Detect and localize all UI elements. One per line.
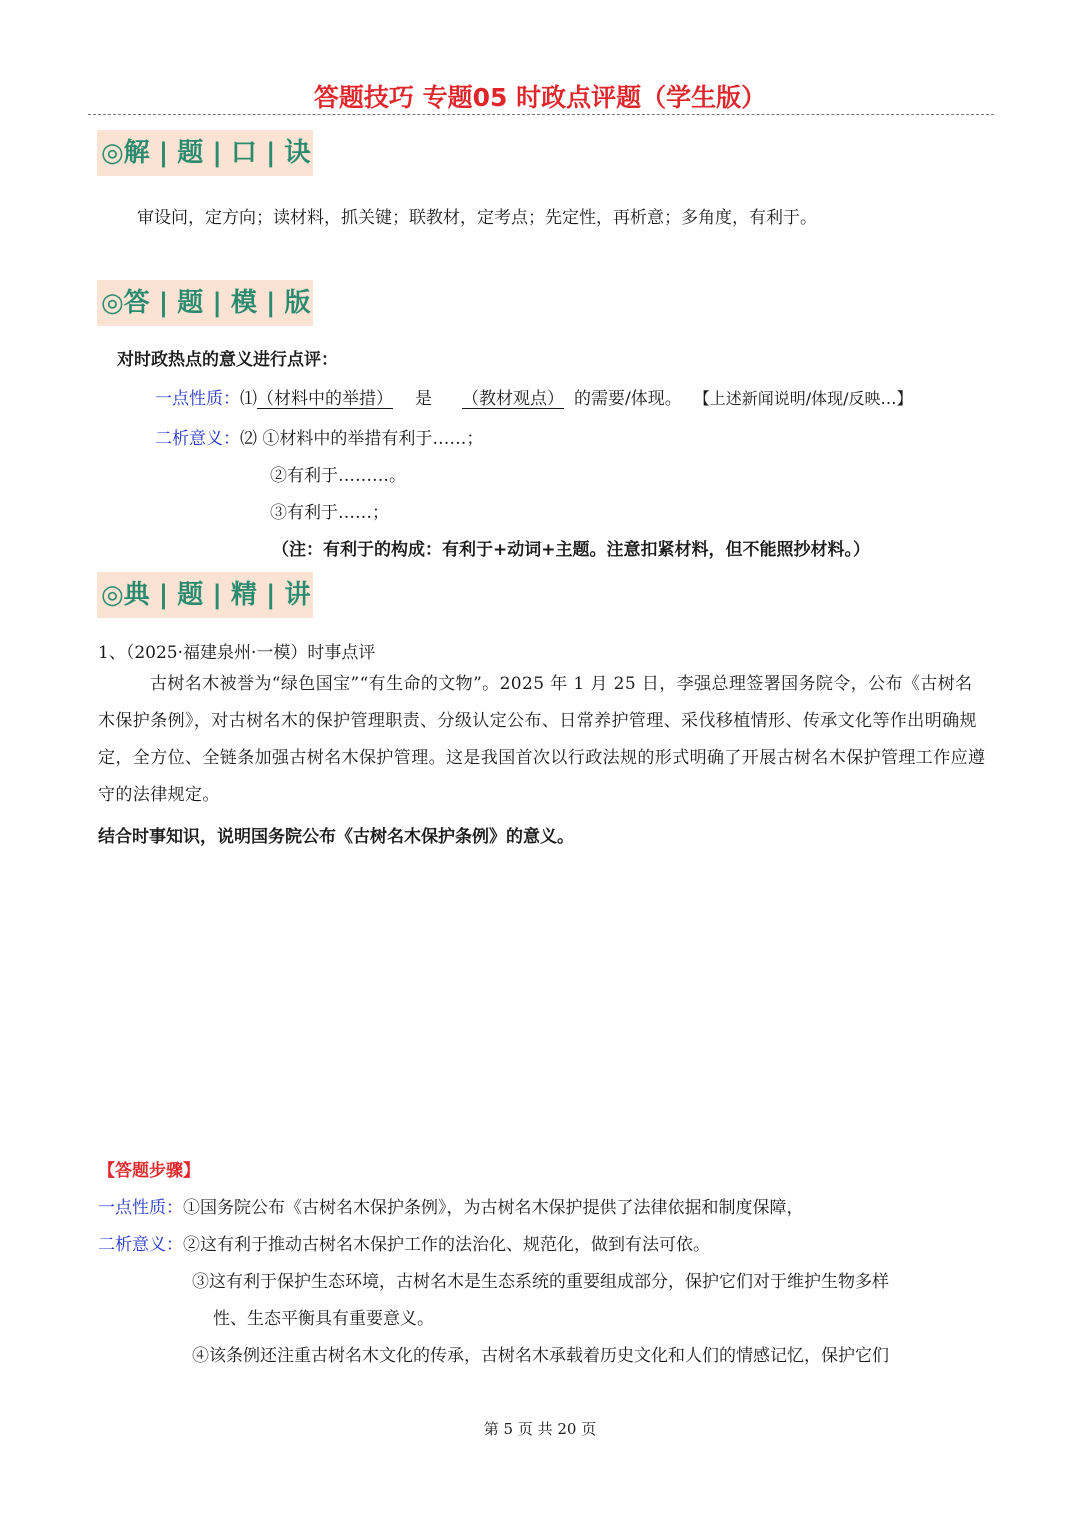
section-heading-examples: ◎典 | 题 | 精 | 讲 (97, 572, 313, 618)
blank-measure: （材料中的举措） (257, 389, 393, 409)
answer-steps-heading: 【答题步骤】 (98, 1161, 200, 1181)
answer-meaning-text: ②这有利于推动古树名木保护工作的法治化、规范化，做到有法可依。 (183, 1235, 710, 1255)
answer-point-3-line-2: 性、生态平衡具有重要意义。 (213, 1309, 434, 1329)
answer-line-meaning (98, 1230, 710, 1255)
header-divider (88, 114, 994, 115)
question-ask: 结合时事知识，说明国务院公布《古树名木保护条例》的意义。 (98, 827, 574, 847)
meaning-label: 二析意义： (155, 429, 240, 449)
template-intro: 对时政热点的意义进行点评： (117, 350, 338, 370)
template-note: （注：有利于的构成：有利于+动词+主题。注意扣紧材料，但不能照抄材料。） (272, 540, 870, 560)
answer-nature-label: 一点性质： (98, 1198, 183, 1218)
meaning-item-2: ②有利于………。 (270, 466, 406, 486)
nature-number: ⑴ (240, 389, 257, 409)
answer-point-3-line-1: ③这有利于保护生态环境，古树名木是生态系统的重要组成部分，保护它们对于维护生物多样 (192, 1272, 889, 1292)
nature-label: 一点性质： (155, 389, 240, 409)
nature-bracket-note: 【上述新闻说明/体现/反映…】 (693, 389, 913, 408)
meaning-item-3: ③有利于……； (270, 503, 389, 523)
page-title: 答题技巧 专题05 时政点评题（学生版） (313, 83, 767, 112)
section-heading-formula: ◎解 | 题 | 口 | 诀 (97, 130, 313, 176)
blank-textbook-view: （教材观点） (462, 389, 564, 409)
question-head: 1、（2025·福建泉州·一模）时事点评 (98, 643, 376, 663)
formula-text: 审设问，定方向；读材料，抓关键；联教材，定考点；先定性，再析意；多角度，有利于。 (137, 208, 817, 228)
answer-point-4: ④该条例还注重古树名木文化的传承，古树名木承载着历史文化和人们的情感记忆，保护它们 (192, 1346, 889, 1366)
answer-nature-text: ①国务院公布《古树名木保护条例》，为古树名木保护提供了法律依据和制度保障， (183, 1198, 804, 1218)
template-line-meaning (155, 424, 483, 449)
answer-line-nature (98, 1193, 804, 1218)
is-word: 是 (415, 389, 432, 409)
template-line-nature (155, 384, 913, 409)
meaning-item-1: ⑵ ①材料中的举措有利于……； (240, 429, 484, 449)
page-number: 第 5 页 共 20 页 (483, 1420, 597, 1438)
section-heading-template: ◎答 | 题 | 模 | 版 (97, 280, 313, 326)
answer-meaning-label: 二析意义： (98, 1235, 183, 1255)
question-body: 古树名木被誉为“绿色国宝”“有生命的文物”。2025 年 1 月 25 日，李强总理签署国务院令，公布《古树名木保护条例》，对古树名木的保护管理职责、分级认定公布、日常养护管理、采伐移植情形、传承文化等作出明确规定，全方位、全链条加强古树名木保护管理。这是我国首次以行政法规的形式明确了开展古树名木保护管理工作应遵守的法律规定。 (98, 674, 986, 805)
nature-tail: 的需要/体现。 (574, 389, 682, 409)
